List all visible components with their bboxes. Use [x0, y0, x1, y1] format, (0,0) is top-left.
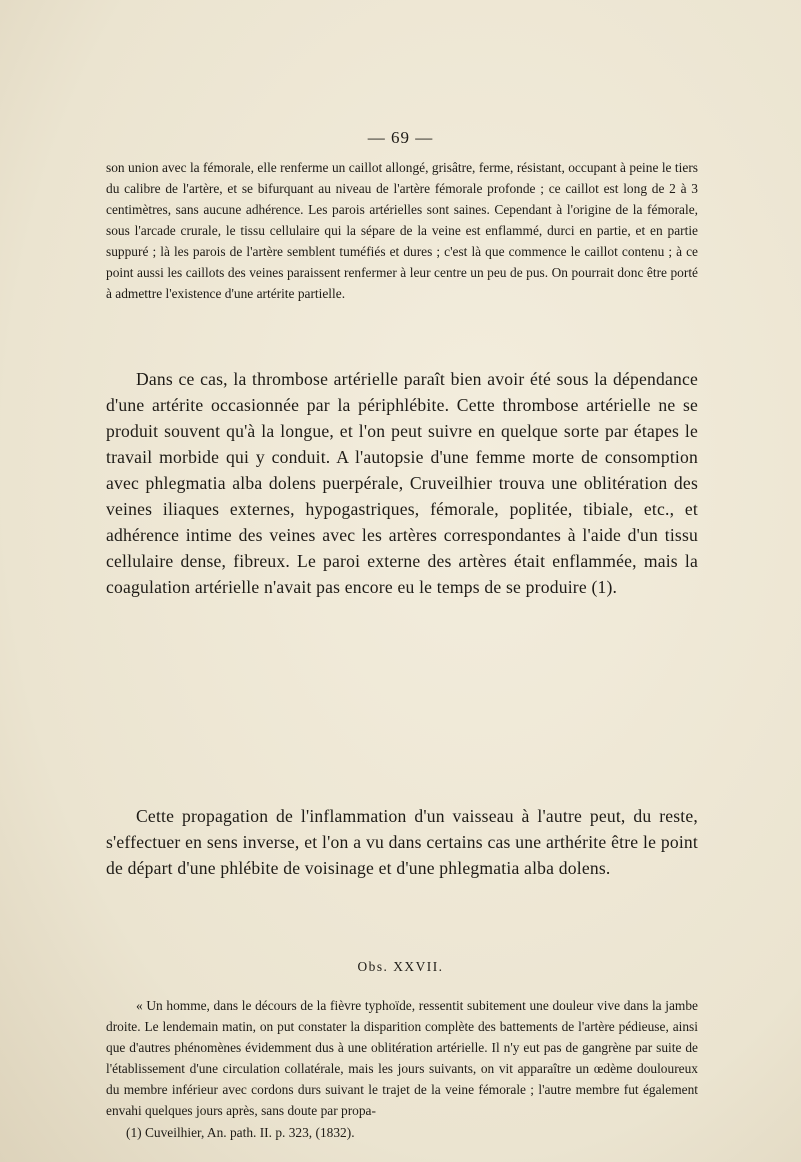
paragraph-2-text: Dans ce cas, la thrombose artérielle paraît bien avoir été sous la dépendance d'une artérite occasionnée par la périphlébite. Cette thrombose artérielle ne se produit souvent qu'à la longue, et l'on peut suivre en quelque sorte par étapes le travail morbide qui y conduit. A l'autopsie d'une femme morte de consomption avec phlegmatia alba dolens puerpérale, Cruveilhier trouva une oblitération des veines iliaques externes, hypogastriques, fémorale, poplitée, tibiale, etc., et adhérence intime des veines avec les artères correspondantes à l'aide d'un tissu cellulaire dense, fibreux. Le paroi externe des artères était enflammée, mais la coagulation artérielle n'avait pas encore eu le temps de se produire (1).: [106, 369, 698, 597]
paragraph-4: [106, 995, 698, 1121]
paragraph-3-text: Cette propagation de l'inflammation d'un vaisseau à l'autre peut, du reste, s'effectuer en sens inverse, et l'on a vu dans certains cas une arthérite être le point de départ d'une phlébite de voisinage et d'une phlegmatia alba dolens.: [106, 806, 698, 878]
footnote: (1) Cuveilhier, An. path. II. p. 323, (1832).: [126, 1125, 355, 1140]
paragraph-2: [106, 366, 698, 600]
paragraph-1-text: son union avec la fémorale, elle renferme un caillot allongé, grisâtre, ferme, résistant, occupant à peine le tiers du calibre de l'artère, et se bifurquant au niveau de l'artère fémorale profonde ; ce caillot est long de 2 à 3 centimètres, sans aucune adhérence. Les parois artérielles sont saines. Cependant à l'origine de la fémorale, sous l'arcade crurale, le tissu cellulaire qui la sépare de la veine est enflammé, durci en partie, et en partie suppuré ; là les parois de l'artère semblent tuméfiés et dures ; c'est là que commence le caillot contenu ; à ce point aussi les caillots des veines paraissent renfermer à leur centre un peu de pus. On pourrait donc être porté à admettre l'existence d'une artérite partielle.: [106, 160, 698, 301]
page-number: — 69 —: [367, 128, 434, 147]
paragraph-1: [106, 157, 698, 304]
paragraph-3: [106, 803, 698, 881]
observation-heading: Obs. XXVII.: [357, 959, 444, 974]
paragraph-4-text: « Un homme, dans le décours de la fièvre typhoïde, ressentit subitement une douleur vive dans la jambe droite. Le lendemain matin, on put constater la disparition complète des battements de l'artère pédieuse, ainsi que d'autres phénomènes évidemment dus à une oblitération artérielle. Il n'y eut pas de gangrène par suite de l'établissement d'une circulation collatérale, mais les jours suivants, on vit apparaître un œdème douloureux du membre inférieur avec cordons durs suivant le trajet de la veine fémorale ; l'autre membre fut également envahi quelques jours après, sans doute par propa-: [106, 998, 698, 1118]
